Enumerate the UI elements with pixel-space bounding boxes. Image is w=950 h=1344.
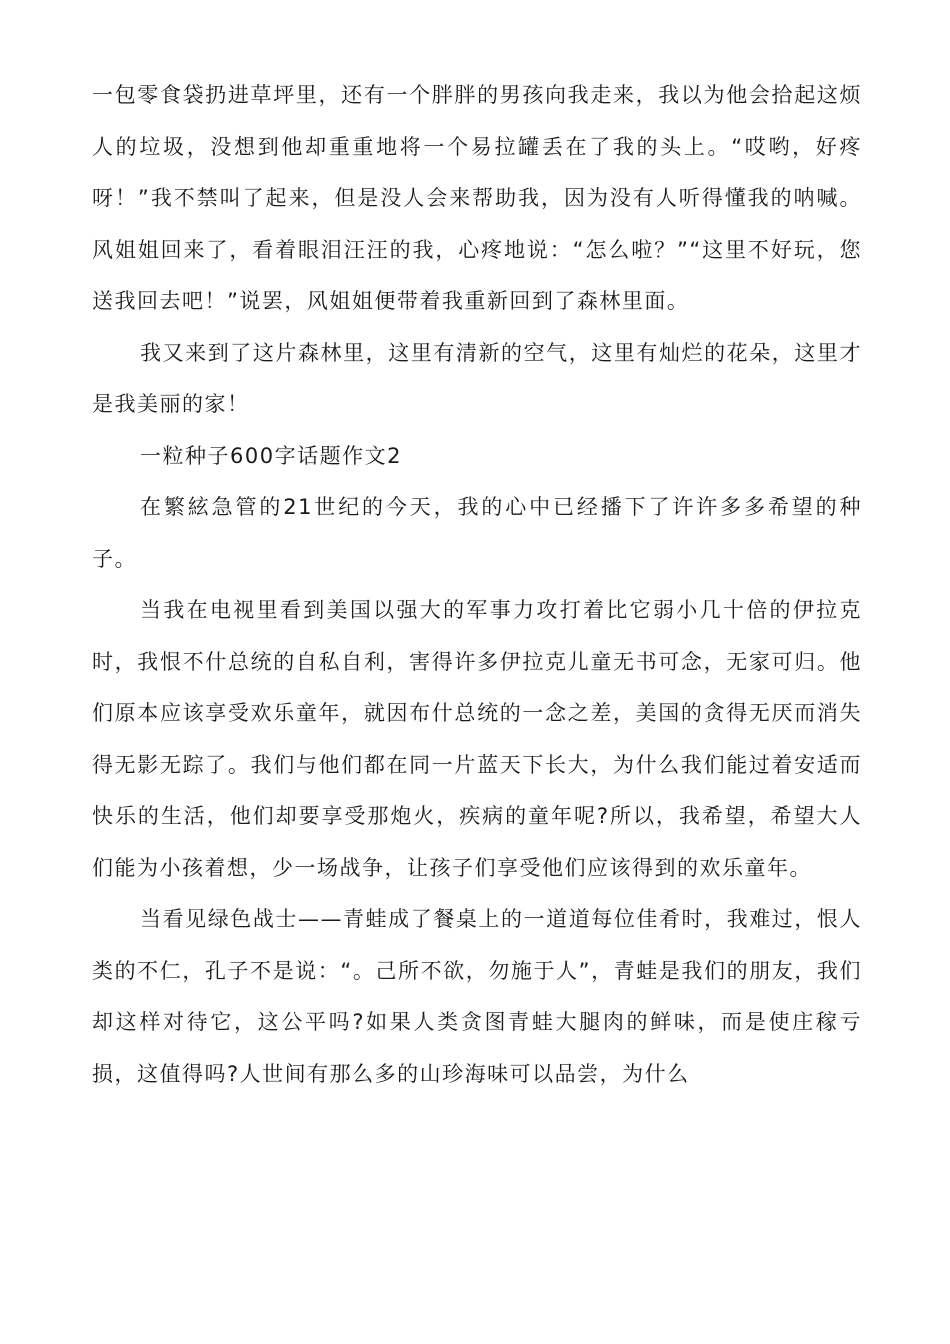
document-page xyxy=(92,70,862,1100)
paragraph-frog: 当看见绿色战士——青蛙成了餐桌上的一道道每位佳肴时，我难过，恨人类的不仁，孔子不是说：“。己所不欲，勿施于人”，青蛙是我们的朋友，我们却这样对待它，这公平吗?如果人类贪图青蛙大腿肉的鲜味，而是使庄稼亏损，这值得吗?人世间有那么多的山珍海味可以品尝，为什么 xyxy=(92,907,862,1086)
paragraph-seeds-of-hope: 在繁絃急管的21世纪的今天，我的心中已经播下了许许多多希望的种子。 xyxy=(92,495,862,571)
paragraph-iraq: 当我在电视里看到美国以强大的军事力攻打着比它弱小几十倍的伊拉克时，我恨不什总统的自私自利，害得许多伊拉克儿童无书可念，无家可归。他们原本应该享受欢乐童年，就因布什总统的一念之差，美国的贪得无厌而消失得无影无踪了。我们与他们都在同一片蓝天下长大，为什么我们能过着安适而快乐的生活，他们却要享受那炮火，疾病的童年呢?所以，我希望，希望大人们能为小孩着想，少一场战争，让孩子们享受他们应该得到的欢乐童年。 xyxy=(92,598,862,880)
essay-heading: 一粒种子600字话题作文2 xyxy=(140,443,402,468)
paragraph-forest-home: 我又来到了这片森林里，这里有清新的空气，这里有灿烂的花朵，这里才是我美丽的家！ xyxy=(92,340,862,416)
paragraph-continuation: 一包零食袋扔进草坪里，还有一个胖胖的男孩向我走来，我以为他会拾起这烦人的垃圾，没想到他却重重地将一个易拉罐丢在了我的头上。“哎哟，好疼呀！”我不禁叫了起来，但是没人会来帮助我，因为没有人听得懂我的呐喊。风姐姐回来了，看着眼泪汪汪的我，心疼地说：“怎么啦？”“这里不好玩，您送我回去吧！”说罢，风姐姐便带着我重新回到了森林里面。 xyxy=(92,83,862,313)
